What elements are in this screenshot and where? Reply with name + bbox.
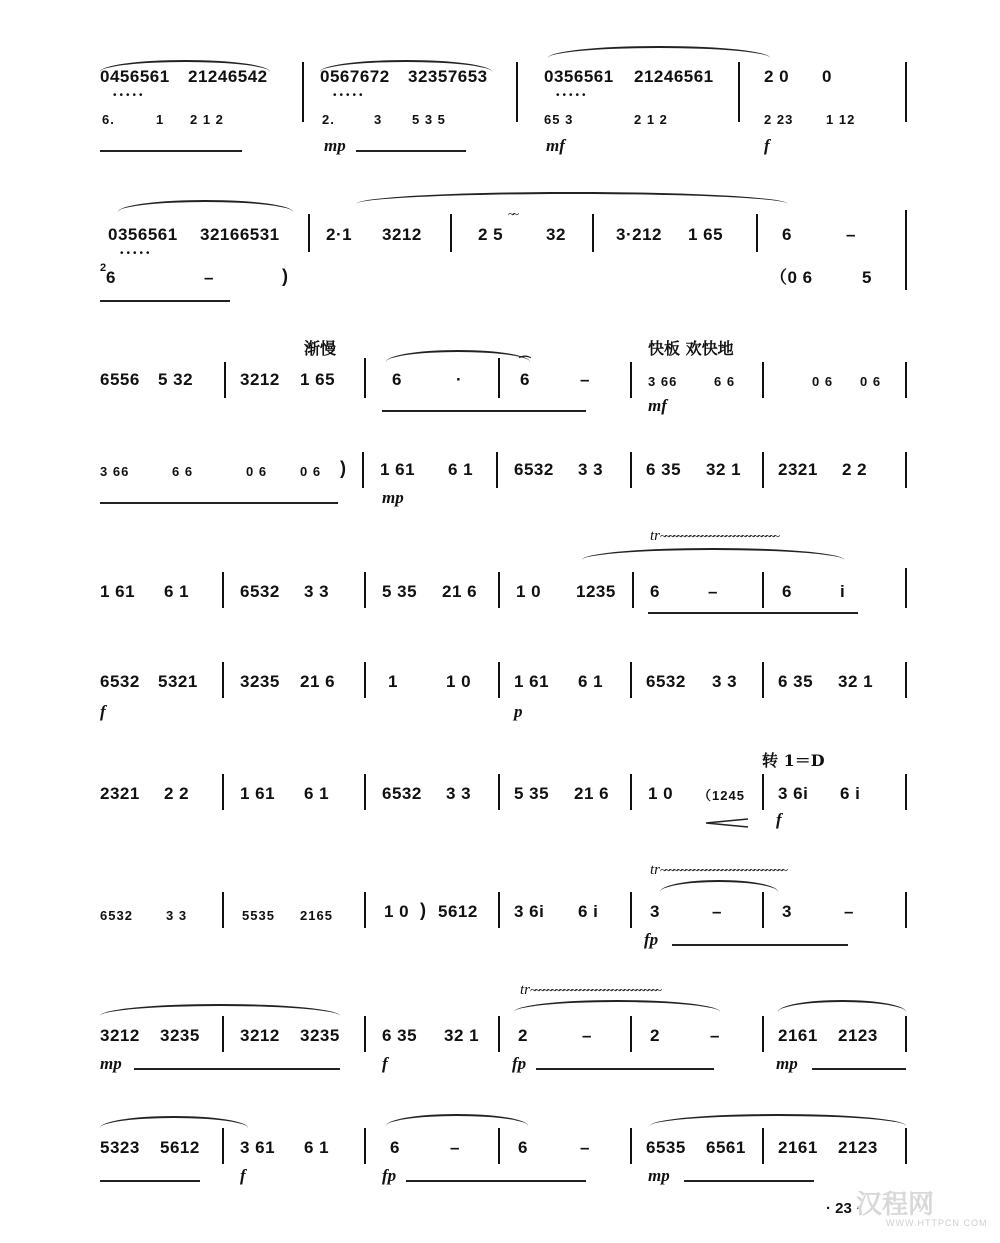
dynamic-mark: mp <box>382 488 404 507</box>
barline <box>498 774 500 810</box>
hairpin-line <box>382 410 586 412</box>
trill-mark: tr~~~~~~~~~~~~~~~~~~~~~~~~~~~~~~~ <box>650 862 786 878</box>
dynamic-mark: f <box>100 702 106 721</box>
fermata: ⌒ <box>519 355 532 369</box>
note-group: 3 66 <box>100 464 130 479</box>
note-group: 3 66 <box>648 374 678 389</box>
barline <box>762 774 764 810</box>
note-group: 1 0 <box>446 672 472 691</box>
note-group: 3212 <box>240 1026 280 1045</box>
note-group: 5321 <box>158 672 198 691</box>
note-group: 1 0 <box>648 784 674 803</box>
note-group: 5612 <box>438 902 478 921</box>
note-group: 1 61 <box>380 460 416 479</box>
barline <box>762 572 764 608</box>
note-group: 65 3 <box>544 112 574 127</box>
slur <box>356 192 788 204</box>
note-group: 3 <box>650 902 660 921</box>
note-group: 6 <box>782 225 792 244</box>
note-group: 3 3 <box>446 784 472 803</box>
note-group: 2 2 <box>164 784 190 803</box>
barline <box>496 452 498 488</box>
note-group: 32 <box>546 225 566 244</box>
barline <box>630 362 632 398</box>
note-group: – <box>204 268 214 287</box>
barline <box>905 1128 907 1164</box>
octave-dots: ••••• <box>556 90 589 101</box>
slur <box>514 1000 720 1012</box>
note-group: 6 <box>518 1138 528 1157</box>
note-group: 6 1 <box>578 672 604 691</box>
turn-ornament: ~~ <box>508 206 517 221</box>
note-group: 6561 <box>706 1138 746 1157</box>
note-group: 2 23 <box>764 112 794 127</box>
note-group: 6. <box>102 112 115 127</box>
note-group: – <box>580 1138 590 1157</box>
note-group: 1 65 <box>300 370 336 389</box>
note-group: 6 <box>106 268 116 287</box>
note-group: 32 1 <box>706 460 742 479</box>
barline <box>224 362 226 398</box>
closing-parenthesis: ) <box>340 458 346 478</box>
note-group: 6 6 <box>714 374 736 389</box>
barline <box>498 572 500 608</box>
note-group: 2165 <box>300 908 333 923</box>
barline <box>222 662 224 698</box>
barline <box>905 568 907 608</box>
barline <box>762 662 764 698</box>
crescendo-hairpin <box>706 818 748 828</box>
barline <box>364 1016 366 1052</box>
grace-note: 2 <box>100 262 108 274</box>
note-group: 2 <box>518 1026 528 1045</box>
barline <box>762 1016 764 1052</box>
barline <box>630 774 632 810</box>
note-group: 3235 <box>240 672 280 691</box>
note-group: （1245 <box>698 788 745 803</box>
barline <box>364 572 366 608</box>
note-group: 32 1 <box>444 1026 480 1045</box>
hairpin-line <box>648 612 858 614</box>
note-group: 2161 <box>778 1026 818 1045</box>
watermark-logo: 汉程网 <box>856 1190 935 1220</box>
barline <box>364 358 366 398</box>
note-group: 6 35 <box>778 672 814 691</box>
barline <box>630 662 632 698</box>
note-group: 6 1 <box>304 1138 330 1157</box>
barline <box>364 774 366 810</box>
note-group: – <box>846 225 856 244</box>
note-group: – <box>712 902 722 921</box>
note-group: 2. <box>322 112 335 127</box>
note-group: 3 3 <box>712 672 738 691</box>
note-group: 0356561 <box>108 225 178 244</box>
note-group: 2321 <box>100 784 140 803</box>
barline <box>905 662 907 698</box>
hairpin-line <box>100 1180 200 1182</box>
hairpin-line <box>134 1068 340 1070</box>
note-group: 5 3 5 <box>412 112 446 127</box>
note-group: 21 6 <box>574 784 610 803</box>
dynamic-mark: mp <box>776 1054 798 1073</box>
note-group: 2161 <box>778 1138 818 1157</box>
note-group: 21246542 <box>188 67 268 86</box>
note-group: 6 <box>390 1138 400 1157</box>
dynamic-mark: p <box>514 702 523 721</box>
note-group: 5 35 <box>382 582 418 601</box>
note-group: （0 6 <box>770 268 813 287</box>
note-group: 6532 <box>514 460 554 479</box>
note-group: 21 6 <box>300 672 336 691</box>
note-group: 3235 <box>300 1026 340 1045</box>
note-group: 5612 <box>160 1138 200 1157</box>
slur <box>386 1114 528 1126</box>
note-group: 1 61 <box>514 672 550 691</box>
dynamic-mark: mf <box>546 136 565 155</box>
barline <box>362 452 364 488</box>
note-group: 6 1 <box>304 784 330 803</box>
note-group: 32166531 <box>200 225 280 244</box>
note-group: 1 <box>156 112 165 127</box>
note-group: 6 <box>650 582 660 601</box>
note-group: 0 <box>822 67 832 86</box>
dynamic-mark: f <box>382 1054 388 1073</box>
note-group: 0456561 <box>100 67 170 86</box>
note-group: 0 6 <box>812 374 834 389</box>
note-group: 6 i <box>840 784 861 803</box>
note-group: 3 6i <box>514 902 545 921</box>
barline <box>762 1128 764 1164</box>
trill-mark: tr~~~~~~~~~~~~~~~~~~~~~~~~~~~~~~~~ <box>520 982 660 998</box>
note-group: · <box>456 370 463 389</box>
barline <box>222 572 224 608</box>
barline <box>905 452 907 488</box>
note-group: 2 <box>650 1026 660 1045</box>
tempo-marking: 快板 欢快地 <box>648 339 734 358</box>
note-group: 32 1 <box>838 672 874 691</box>
slur <box>650 1114 906 1126</box>
note-group: 21246561 <box>634 67 714 86</box>
barline <box>498 1016 500 1052</box>
barline <box>905 774 907 810</box>
barline <box>308 214 310 252</box>
octave-dots: ••••• <box>333 90 366 101</box>
note-group: 1 0 <box>384 902 410 921</box>
barline <box>498 892 500 928</box>
dynamic-mark: fp <box>512 1054 527 1073</box>
barline <box>738 62 740 122</box>
hairpin-line <box>684 1180 814 1182</box>
barline <box>905 1016 907 1052</box>
watermark-url: WWW.HTTPCN.COM <box>886 1218 988 1228</box>
note-group: 2 1 2 <box>634 112 668 127</box>
barline <box>498 358 500 398</box>
barline <box>632 572 634 608</box>
hairpin-line <box>100 300 230 302</box>
barline <box>450 214 452 252</box>
dynamic-mark: fp <box>644 930 659 949</box>
note-group: 2123 <box>838 1026 878 1045</box>
barline <box>630 452 632 488</box>
barline <box>222 892 224 928</box>
note-group: 3 61 <box>240 1138 276 1157</box>
note-group: 2 0 <box>764 67 790 86</box>
barline <box>630 892 632 928</box>
note-group: 2 5 <box>478 225 504 244</box>
note-group: 6532 <box>100 672 140 691</box>
trill-mark: tr~~~~~~~~~~~~~~~~~~~~~~~~~~~~~ <box>650 528 777 544</box>
note-group: i <box>840 582 846 601</box>
note-group: 6 1 <box>448 460 474 479</box>
dynamic-mark: mp <box>100 1054 122 1073</box>
note-group: – <box>580 370 590 389</box>
note-group: 1 12 <box>826 112 856 127</box>
note-group: 3 <box>374 112 383 127</box>
note-group: 21 6 <box>442 582 478 601</box>
key-change: 转 1＝D <box>762 751 825 770</box>
note-group: 3 3 <box>304 582 330 601</box>
barline <box>498 662 500 698</box>
barline <box>222 774 224 810</box>
note-group: 6 6 <box>172 464 194 479</box>
note-group: 6535 <box>646 1138 686 1157</box>
dynamic-mark: f <box>776 810 782 829</box>
note-group: 6 i <box>578 902 599 921</box>
note-group: 6532 <box>240 582 280 601</box>
barline <box>905 892 907 928</box>
note-group: 1 0 <box>516 582 542 601</box>
barline <box>762 362 764 398</box>
note-group: 5535 <box>242 908 275 923</box>
slur <box>100 1116 248 1128</box>
barline <box>630 1016 632 1052</box>
slur <box>660 880 778 892</box>
barline <box>302 62 304 122</box>
barline <box>756 214 758 252</box>
note-group: 2 1 2 <box>190 112 224 127</box>
barline <box>364 1128 366 1164</box>
closing-parenthesis: ) <box>420 900 426 920</box>
barline <box>762 892 764 928</box>
note-group: – <box>710 1026 720 1045</box>
barline <box>498 1128 500 1164</box>
hairpin-line <box>100 502 338 504</box>
note-group: 2321 <box>778 460 818 479</box>
dynamic-mark: f <box>764 136 770 155</box>
note-group: 6 35 <box>382 1026 418 1045</box>
note-group: 32357653 <box>408 67 488 86</box>
note-group: 5 35 <box>514 784 550 803</box>
note-group: 3 6i <box>778 784 809 803</box>
barline <box>762 452 764 488</box>
barline <box>364 892 366 928</box>
page-number: · 23 · <box>826 1200 862 1217</box>
note-group: 1 61 <box>240 784 276 803</box>
barline <box>905 62 907 122</box>
barline <box>364 662 366 698</box>
note-group: 0356561 <box>544 67 614 86</box>
note-group: 1235 <box>576 582 616 601</box>
note-group: 3212 <box>382 225 422 244</box>
note-group: 3 3 <box>578 460 604 479</box>
dynamic-mark: f <box>240 1166 246 1185</box>
octave-dots: ••••• <box>113 90 146 101</box>
dynamic-mark: mf <box>648 396 667 415</box>
note-group: 5 32 <box>158 370 194 389</box>
note-group: 0 6 <box>860 374 882 389</box>
note-group: 3235 <box>160 1026 200 1045</box>
hairpin-line <box>536 1068 714 1070</box>
note-group: 5323 <box>100 1138 140 1157</box>
note-group: 5 <box>862 268 872 287</box>
note-group: 0567672 <box>320 67 390 86</box>
note-group: 3 <box>782 902 792 921</box>
note-group: 2123 <box>838 1138 878 1157</box>
note-group: 2·1 <box>326 225 353 244</box>
note-group: 6 <box>392 370 402 389</box>
slur <box>778 1000 906 1012</box>
slur <box>100 1004 340 1016</box>
note-group: – <box>450 1138 460 1157</box>
note-group: – <box>582 1026 592 1045</box>
dynamic-mark: fp <box>382 1166 397 1185</box>
tempo-marking: 渐慢 <box>304 339 337 358</box>
note-group: 6 1 <box>164 582 190 601</box>
slur <box>582 548 844 560</box>
note-group: 6 <box>520 370 530 389</box>
dynamic-mark: mp <box>324 136 346 155</box>
note-group: 6556 <box>100 370 140 389</box>
barline <box>222 1016 224 1052</box>
note-group: 6 <box>782 582 792 601</box>
barline <box>630 1128 632 1164</box>
octave-dots: ••••• <box>120 248 153 259</box>
note-group: 0 6 <box>300 464 322 479</box>
note-group: 6 35 <box>646 460 682 479</box>
barline <box>905 210 907 290</box>
barline <box>592 214 594 252</box>
hairpin-line <box>100 150 242 152</box>
note-group: 2 2 <box>842 460 868 479</box>
hairpin-line <box>812 1068 906 1070</box>
note-group: 1 65 <box>688 225 724 244</box>
note-group: – <box>844 902 854 921</box>
note-group: 0 6 <box>246 464 268 479</box>
dynamic-mark: mp <box>648 1166 670 1185</box>
slur <box>118 200 293 212</box>
note-group: 1 <box>388 672 398 691</box>
note-group: 6532 <box>100 908 133 923</box>
note-group: 3 3 <box>166 908 188 923</box>
slur <box>386 350 530 362</box>
barline <box>516 62 518 122</box>
barline <box>905 362 907 398</box>
hairpin-line <box>356 150 466 152</box>
note-group: 3212 <box>240 370 280 389</box>
barline <box>222 1128 224 1164</box>
hairpin-line <box>406 1180 586 1182</box>
note-group: 6532 <box>646 672 686 691</box>
note-group: 3212 <box>100 1026 140 1045</box>
note-group: 3·212 <box>616 225 662 244</box>
note-group: 6532 <box>382 784 422 803</box>
slur <box>548 46 770 58</box>
closing-parenthesis: ) <box>282 266 288 286</box>
note-group: 1 61 <box>100 582 136 601</box>
hairpin-line <box>672 944 848 946</box>
note-group: – <box>708 582 718 601</box>
